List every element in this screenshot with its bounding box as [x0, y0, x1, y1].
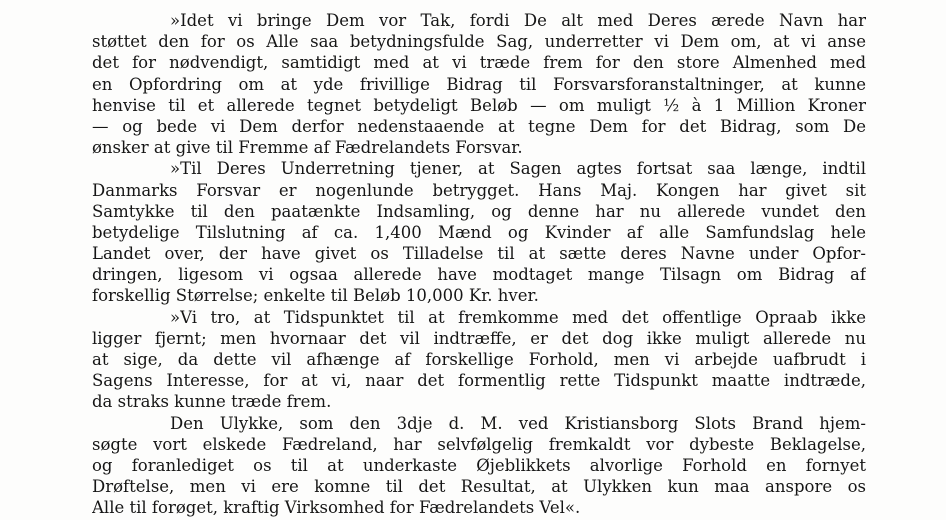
text-line-20: Den Ulykke, som den 3dje d. M. ved Kristiansborg Slots Brand hjem- — [170, 413, 866, 433]
text-line-9: Danmarks Forsvar er nogenlunde betrygget. Hans Maj. Kongen har givet sit — [92, 180, 866, 200]
text-line-4: en Opfordring om at yde frivillige Bidrag til Forsvarsforanstaltninger, at kunne — [92, 74, 866, 94]
text-body — [92, 10, 866, 519]
text-line-22: og foranlediget os til at underkaste Øjeblikkets alvorlige Forhold en fornyet — [92, 455, 866, 475]
text-line-23: Drøftelse, men vi ere komne til det Resultat, at Ulykken kun maa anspore os — [92, 477, 866, 497]
text-line-5: henvise til et allerede tegnet betydeligt Beløb — om muligt ½ à 1 Million Kroner — [92, 95, 866, 115]
text-line-17: at sige, da dette vil afhænge af forskellige Forhold, men vi arbejde uafbrudt i — [92, 350, 866, 369]
text-line-11: betydelige Tilslutning af ca. 1,400 Mænd og Kvinder af alle Samfundslag hele — [92, 222, 866, 242]
text-line-13: dringen, ligesom vi ogsaa allerede have modtaget mange Tilsagn om Bidrag af — [92, 265, 866, 285]
text-line-6: — og bede vi Dem derfor nedenstaaende at tegne Dem for det Bidrag, som De — [92, 116, 866, 136]
text-line-14: forskellig Størrelse; enkelte til Beløb 10,000 Kr. hver. — [92, 286, 539, 306]
text-line-21: søgte vort elskede Fædreland, har selvfølgelig fremkaldt vor dybeste Beklagelse, — [92, 434, 866, 454]
text-line-3: det for nødvendigt, samtidigt med at vi træde frem for den store Almenhed med — [92, 53, 866, 73]
text-line-18: Sagens Interesse, for at vi, naar det formentlig rette Tidspunkt maatte indtræde, — [92, 371, 866, 391]
text-line-1: »Idet vi bringe Dem vor Tak, fordi De alt med Deres ærede Navn har — [170, 11, 866, 30]
text-line-2: støttet den for os Alle saa betydningsfulde Sag, underretter vi Dem om, at vi anse — [92, 32, 866, 52]
text-line-16: ligger fjernt; men hvornaar det vil indtræffe, er det dog ikke muligt allerede nu — [92, 328, 866, 348]
text-line-15: »Vi tro, at Tidspunktet til at fremkomme med det offentlige Opraab ikke — [170, 307, 866, 327]
text-line-10: Samtykke til den paatænkte Indsamling, og denne har nu allerede vundet den — [92, 201, 866, 221]
text-line-12: Landet over, der have givet os Tilladelse til at sætte deres Navne under Opfor- — [92, 244, 866, 264]
text-line-8: »Til Deres Underretning tjener, at Sagen agtes fortsat saa længe, indtil — [170, 159, 866, 179]
text-line-19: da straks kunne træde frem. — [92, 392, 332, 412]
text-line-7: ønsker at give til Fremme af Fædrelandets Forsvar. — [92, 138, 523, 158]
text-line-24: Alle til forøget, kraftig Virksomhed for Fædrelandets Vel«. — [92, 498, 581, 518]
